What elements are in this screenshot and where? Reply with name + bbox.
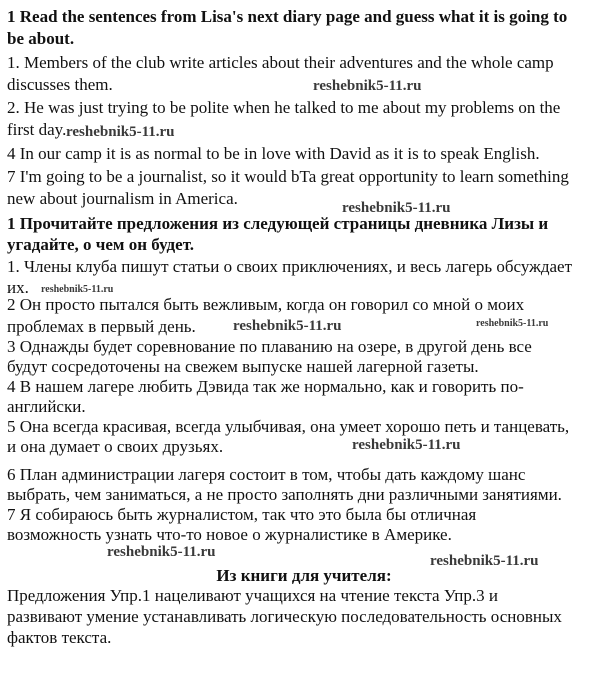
english-heading-line-1: 1 Read the sentences from Lisa's next diary page and guess what it is going to — [7, 7, 568, 26]
watermark: reshebnik5-11.ru — [342, 200, 451, 216]
teacher-heading: Из книги для учителя: — [216, 566, 392, 585]
russian-sentence-line: и она думает о своих друзьях. — [7, 437, 224, 456]
russian-sentence-line: 7 Я собираюсь быть журналистом, так что это была бы отличная — [7, 505, 477, 524]
watermark: reshebnik5-11.ru — [66, 124, 175, 140]
watermark: reshebnik5-11.ru — [233, 318, 342, 334]
russian-sentence-line: английски. — [7, 397, 86, 416]
english-sentence-line: 1. Members of the club write articles about their adventures and the whole camp — [7, 53, 554, 72]
russian-heading-line-2: угадайте, о чем он будет. — [7, 235, 195, 254]
teacher-text-line: Предложения Упр.1 нацеливают учащихся на чтение текста Упр.3 и — [7, 586, 498, 605]
russian-heading-line-1: 1 Прочитайте предложения из следующей страницы дневника Лизы и — [7, 214, 549, 233]
russian-sentence-line: их. — [7, 278, 29, 297]
russian-sentence-line: 3 Однажды будет соревнование по плаванию на озере, в другой день все — [7, 337, 532, 356]
russian-sentence-line: 2 Он просто пытался быть вежливым, когда он говорил со мной о моих — [7, 295, 525, 314]
english-sentence-line: new about journalism in America. — [7, 189, 238, 208]
watermark: reshebnik5-11.ru — [313, 78, 422, 94]
english-sentence-line: first day. — [7, 120, 67, 139]
teacher-text-line: развивают умение устанавливать логическую последовательность основных — [7, 607, 562, 626]
russian-sentence-line: возможность узнать что-то новое о журналистике в Америке. — [7, 525, 452, 544]
english-sentence-line: 2. He was just trying to be polite when he talked to me about my problems on the — [7, 98, 561, 117]
english-sentence-line: discusses them. — [7, 75, 113, 94]
russian-sentence-line: проблемах в первый день. — [7, 317, 196, 336]
russian-sentence-line: выбрать, чем заниматься, а не просто заполнять дни различными занятиями. — [7, 485, 562, 504]
russian-sentence-line: 1. Члены клуба пишут статьи о своих приключениях, и весь лагерь обсуждает — [7, 257, 573, 276]
russian-sentence-line: 4 В нашем лагере любить Дэвида так же нормально, как и говорить по- — [7, 377, 524, 396]
watermark: reshebnik5-11.ru — [41, 284, 114, 295]
watermark: reshebnik5-11.ru — [107, 544, 216, 560]
russian-sentence-line: будут сосредоточены на свежем выпуске нашей лагерной газеты. — [7, 357, 479, 376]
english-sentence-line: 4 In our camp it is as normal to be in love with David as it is to speak English. — [7, 144, 540, 163]
watermark: reshebnik5-11.ru — [430, 553, 539, 569]
watermark: reshebnik5-11.ru — [352, 437, 461, 453]
english-heading-line-2: be about. — [7, 29, 75, 48]
teacher-text-line: фактов текста. — [7, 628, 112, 647]
russian-sentence-line: 5 Она всегда красивая, всегда улыбчивая, она умеет хорошо петь и танцевать, — [7, 417, 570, 436]
russian-sentence-line: 6 План администрации лагеря состоит в том, чтобы дать каждому шанс — [7, 465, 526, 484]
watermark: reshebnik5-11.ru — [476, 318, 549, 329]
english-sentence-line: 7 I'm going to be a journalist, so it would bTa great opportunity to learn something — [7, 167, 569, 186]
